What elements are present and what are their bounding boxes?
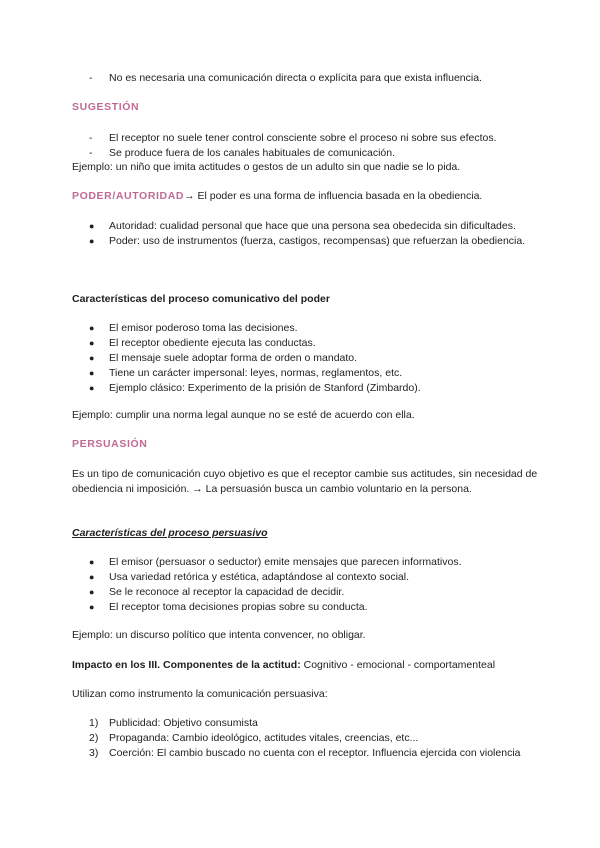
bullet-icon: ● [89, 587, 95, 597]
persuasion-heading: PERSUASIÓN [72, 438, 148, 450]
list-item-text: El receptor no suele tener control consciente sobre el proceso ni sobre sus efectos. [109, 132, 497, 144]
poder-heading: PODER/AUTORIDAD [72, 190, 185, 202]
impact-label: Impacto en los III. Componentes de la actitud: [72, 659, 301, 671]
bullet-icon: ● [89, 236, 95, 246]
list-item-text: Poder: uso de instrumentos (fuerza, castigos, recompensas) que refuerzan la obediencia. [109, 235, 526, 247]
list-item [72, 555, 540, 570]
persuasion-definition: Es un tipo de comunicación cuyo objetivo es que el receptor cambie sus actitudes, sin necesidad de obediencia ni imposición. → La persuasión busca un cambio voluntario en la persona. [72, 468, 538, 495]
list-item [72, 234, 540, 249]
poder-characteristics [72, 321, 540, 396]
poder-example: Ejemplo: cumplir una norma legal aunque no se esté de acuerdo con ella. [72, 409, 415, 421]
list-item [72, 131, 540, 146]
sugestion-heading: SUGESTIÓN [72, 101, 140, 113]
list-item [72, 71, 540, 86]
list-item [72, 146, 540, 161]
intro-list [72, 71, 540, 86]
impact-value: Cognitivo - emocional - comportamenteal [300, 659, 496, 671]
list-item-text: El mensaje suele adoptar forma de orden o mandato. [109, 352, 358, 364]
list-item [72, 570, 540, 585]
sugestion-list [72, 131, 540, 161]
instrument-intro: Utilizan como instrumento la comunicación persuasiva: [72, 688, 328, 700]
list-item-text: Propaganda: Cambio ideológico, actitudes vitales, creencias, etc... [109, 732, 419, 744]
list-item [72, 585, 540, 600]
bullet-icon: ● [89, 383, 95, 393]
poder-list [72, 219, 540, 249]
list-item [72, 716, 540, 731]
persuasion-subheading-text: Características del proceso persuasivo [72, 527, 268, 539]
list-item-text: Autoridad: cualidad personal que hace que una persona sea obedecida sin dificultades. [109, 220, 516, 232]
list-item-text: Publicidad: Objetivo consumista [109, 717, 258, 729]
list-item [72, 731, 540, 746]
list-item [72, 600, 540, 615]
persuasion-subheading [72, 526, 540, 541]
list-item-text: El emisor (persuasor o seductor) emite mensajes que parecen informativos. [109, 556, 462, 568]
numbered-list [72, 716, 540, 761]
bullet-icon: ● [89, 221, 95, 231]
list-item [72, 381, 540, 396]
list-item-text: Se produce fuera de los canales habituales de comunicación. [109, 147, 396, 159]
dash-marker: - [89, 132, 93, 144]
list-item-text: Usa variedad retórica y estética, adaptándose al contexto social. [109, 571, 410, 583]
list-item [72, 321, 540, 336]
poder-definition: → El poder es una forma de influencia basada en la obediencia. [184, 190, 483, 202]
list-number: 2) [89, 732, 99, 744]
impact-line [72, 658, 540, 673]
persuasion-characteristics [72, 555, 540, 615]
dash-marker: - [89, 147, 93, 159]
bullet-icon: ● [89, 557, 95, 567]
list-item-text: El receptor toma decisiones propias sobre su conducta. [109, 601, 368, 613]
bullet-icon: ● [89, 323, 95, 333]
list-item-text: Ejemplo clásico: Experimento de la prisión de Stanford (Zimbardo). [109, 382, 421, 394]
list-item-text: Tiene un carácter impersonal: leyes, normas, reglamentos, etc. [109, 367, 403, 379]
list-item-text: Se le reconoce al receptor la capacidad de decidir. [109, 586, 345, 598]
poder-heading-line [72, 189, 540, 204]
sugestion-example: Ejemplo: un niño que imita actitudes o gestos de un adulto sin que nadie se lo pida. [72, 161, 461, 173]
list-item [72, 746, 540, 761]
bullet-icon: ● [89, 572, 95, 582]
list-item-text: El receptor obediente ejecuta las conductas. [109, 337, 316, 349]
list-item [72, 219, 540, 234]
list-item [72, 366, 540, 381]
poder-subheading: Características del proceso comunicativo del poder [72, 293, 330, 305]
bullet-icon: ● [89, 602, 95, 612]
list-item-text: No es necesaria una comunicación directa o explícita para que exista influencia. [109, 72, 482, 84]
bullet-icon: ● [89, 338, 95, 348]
list-item-text: Coerción: El cambio buscado no cuenta con el receptor. Influencia ejercida con violencia [109, 747, 521, 759]
bullet-icon: ● [89, 353, 95, 363]
list-item [72, 336, 540, 351]
list-number: 1) [89, 717, 99, 729]
list-number: 3) [89, 747, 99, 759]
dash-marker: - [89, 72, 93, 84]
bullet-icon: ● [89, 368, 95, 378]
persuasion-example: Ejemplo: un discurso político que intenta convencer, no obligar. [72, 629, 366, 641]
list-item [72, 351, 540, 366]
list-item-text: El emisor poderoso toma las decisiones. [109, 322, 298, 334]
